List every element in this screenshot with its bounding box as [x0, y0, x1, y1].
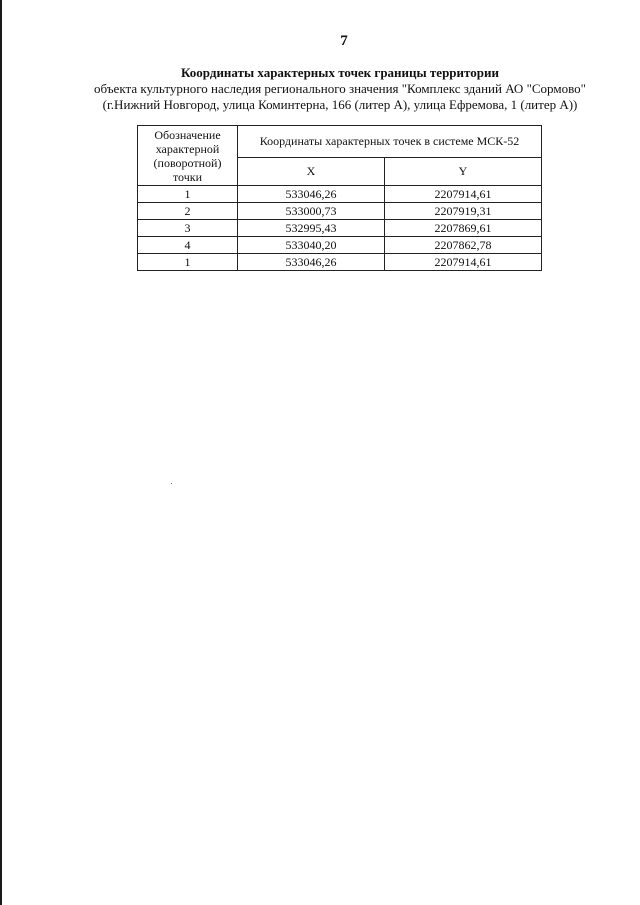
subtitle-line: (г.Нижний Новгород, улица Коминтерна, 166 (литер А), улица Ефремова, 1 (литер А)) — [102, 97, 578, 112]
header-coordinate-system: Координаты характерных точек в системе МСК-52 — [238, 126, 542, 158]
point-cell: 1 — [138, 186, 238, 203]
point-cell: 3 — [138, 220, 238, 237]
x-cell: 533046,26 — [238, 254, 385, 271]
x-cell: 533000,73 — [238, 203, 385, 220]
y-cell: 2207862,78 — [385, 237, 542, 254]
header-point: Обозначение характерной (поворотной) точки — [138, 126, 238, 186]
y-cell: 2207914,61 — [385, 186, 542, 203]
y-cell: 2207869,61 — [385, 220, 542, 237]
x-cell: 533046,26 — [238, 186, 385, 203]
subtitle-line: объекта культурного наследия регионального значения "Комплекс зданий АО "Сормово" — [94, 81, 586, 96]
y-cell: 2207914,61 — [385, 254, 542, 271]
point-cell: 2 — [138, 203, 238, 220]
table-row — [138, 237, 542, 254]
coordinates-table — [137, 125, 542, 271]
table-row — [138, 186, 542, 203]
document-title: Координаты характерных точек границы территории — [181, 65, 499, 80]
y-cell: 2207919,31 — [385, 203, 542, 220]
x-cell: 533040,20 — [238, 237, 385, 254]
document-subtitle — [0, 81, 640, 113]
table-row — [138, 254, 542, 271]
page-number: 7 — [340, 33, 348, 49]
table-row — [138, 203, 542, 220]
point-cell: 1 — [138, 254, 238, 271]
table-row — [138, 220, 542, 237]
point-cell: 4 — [138, 237, 238, 254]
x-cell: 532995,43 — [238, 220, 385, 237]
header-y: Y — [385, 158, 542, 186]
header-x: X — [238, 158, 385, 186]
page-edge — [0, 0, 2, 905]
scan-speck — [171, 483, 172, 484]
